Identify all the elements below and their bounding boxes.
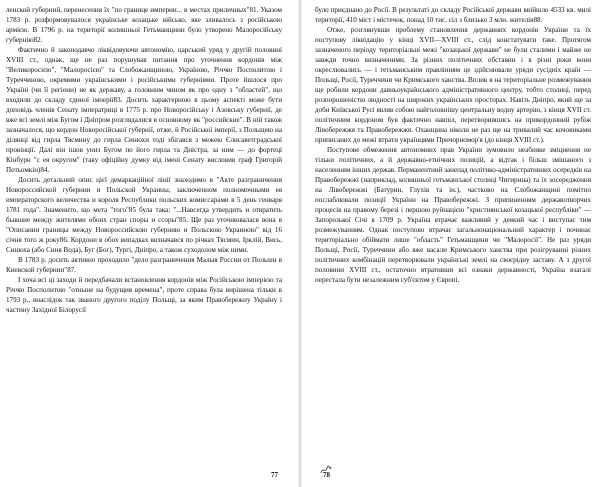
left-page (6, 5, 282, 479)
paragraph: Фактично й законодавчо ліквідовуючи автономію, царський уряд у другій половині XVIII ст., однак, ще не раз порушував питання про уточнення кордонів між "Великоросією", "Малоросією" та Слобожанщиною, Україною, Річчю Посполитою і Туреччиною, окремими українськими і російськими губерніями. Проте йшлося про Україні (чи її регіони) не як державу, а головним чином як про одну з "областей", що входили до складу єдиної імперії83. Досить характерною в цьому аспекті може бути доповідь членів Сенату імператриці в 1775 р. про Новоросійську і Азовську губернії, де вже всі землі між Бугом і Дніпром розглядалися в основному як "российские". В ній також зазначалося, що кордон Новоросійської губернії, отже, й Російської імперії, з Польщею на ділянці від гирла Тясмину до гирла Синюхи тоді збігався з межею Єлисаветградської провінції. Далі він ішов униз Бугом по його гирла та Дністра, за ним — до фортеці Кінбурн "с ея округом" (таку офіційну думку від імені Сенату висловив граф Григорій Потьомкін)84. (6, 46, 282, 174)
paragraph: Отже, розглянувши проблему становлення державних кордонів України та їх поступову ліквідацію у кінці XVII—XVIII ст., слід констатувати таке. Протягом зазначеного періоду територіальні межі "козацької держави" не були сталими і майже не завжди точно визначеними. За різних політичних обставин і в різні роки вони окреслювались — і гетьманським правлінням це здійснювали уряди сусідніх країн — Польщі, Росії, Туреччини чи Кримського ханства. Вплив в на територіальне розмежування ще робили кордони давньоукраїнського адміністративного центру, тобто столиці, перед розпорошеністю людності на широких українських просторах. Навіть Дніпро, який ще за доби Київської Русі являв собою найголовнішу центральну водну артерію, з кінця XVII ст. політичним кордоном був фактично навпіл, перетворившись на прикордонний рубіж Лівобережжя та Правобережжя. Оханщина ніколи не раз ще на тривалий час кочовиками приписаних до межі втрати українцями Причорномор'я (до кінця XVIII ст.). (315, 26, 591, 144)
paragraph: І хоча всі ці заходи й передбачали встановлення кордонів між Російською імперією та Річчю Посполитою "отныне на будущия времена", проте справа була вирішена тільки в 1793 р., внаслідок так званого другого поділу Польщі, за яким Правобережну Україну і частину Західної Білорусії (6, 276, 282, 314)
paragraph: ленской губерний, перенесения їх "по границе империи... в местах приличных"81. Указом 1783 р. розформовувалося українське козацьке військо, яке зливалось з російською армією. В 1796 р. на території колишньої Гетьманщини було утворено Малоросійську губернію82. (6, 6, 282, 44)
page-number: 77 (271, 471, 278, 479)
paragraph: Досить детальний опис цієї демаркаційної лінії знаходимо в "Акте разграничения Новороссийской губернии и Польской Украины, заключенном полномочными ея императорского величества и короля Республики польских комиссарами в 5 день генваря 1781 года". Знаменито, що мета "того"85 була така: "...Навсегда утвердить и отвратить бывшие между жителями обоих стран споры и ссоры"85. Ще раз уточнювалася вона в "Описании границы между Новороссийскою губернию и Польскою Украиною" від 16 січня того ж року86. Кордони в обох випадках визначався по річках Тясмин, Ірклій, Вись, Синюха (або Синя Вода), Буг (Бог), Тургі, Дніпро, а також суходолом між ними. (6, 176, 282, 254)
right-page (315, 5, 591, 479)
paragraph: Поступове обмеження автономних прав України зумовило неабияке зміцнення не тільки політичних, а й державно-етнічних позицій, а відтак і більш змішаного з населенням інших держав. Перманентний занепад політико-адміністративних осередків на Правобережжі (наприклад, колишньої гетьманської столиці Чигирина) та їх зосередження на Лівобережжі (Батурин, Глухів та ін.), частково на Слобожанщині помітно послаблювали позиції України на Правобережжі. З припиненням державотворчих процесів на правому березі і першою руйнацією "християнської козацької республіки" — Запорозької Січі в 1709 р. Україна втрачає важливий у деякий час і виступає тим розмежуванням. Однак поступово втрачає загальнонаціональний характер і починає територіально обіймати лише "область" Гетьманщини чи "Малоросії". Не раз уряди Польщі, Росії, Туреччини або вже васали Кримського ханства при розігруванні різних політичних комбінацій перетворювали українські землі на своєрідну заставу. А з другої половини XVIII ст., остаточно втративши всі ознаки державності, Україна взагалі перестала бути незалежним суб'єктом у Європі. (315, 146, 591, 284)
book-gutter (298, 0, 302, 487)
page-number: 78 (323, 471, 330, 479)
paragraph: В 1783 р. досить активно проходило "дело разграничения Малыя России от Польши в Киевской губернии"87. (6, 256, 282, 274)
paragraph: було приєднано до Росії. В результаті до складу Російської держави ввійшло 4533 кв. милі території, 410 міст і містечок, понад 10 тис. сіл з близько 3 млн. жителів88. (315, 6, 591, 24)
